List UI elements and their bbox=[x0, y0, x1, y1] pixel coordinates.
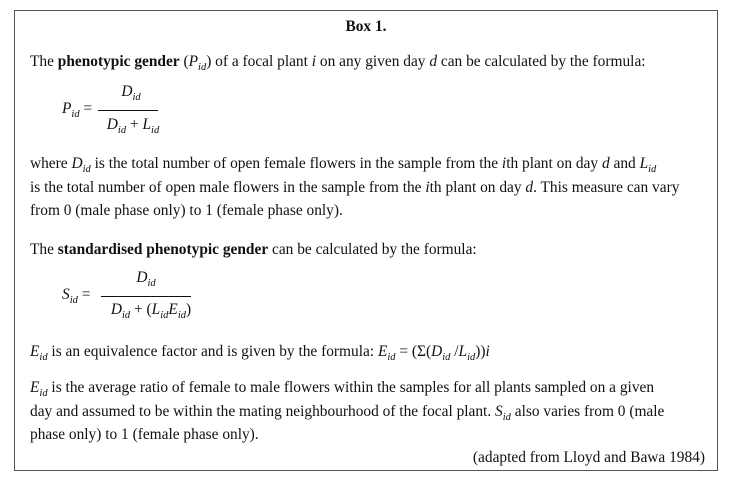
formula1-lhs: $P_{id}$ = bbox=[62, 100, 93, 120]
formula2-fraction-bar bbox=[101, 296, 191, 297]
formula1-fraction-bar bbox=[98, 110, 158, 111]
phenotypic-gender-term: phenotypic gender bbox=[57, 53, 180, 70]
source-citation: (adapted from Lloyd and Bawa 1984) bbox=[472, 449, 705, 466]
equivalence-factor-text: $E_{id}$ is an equivalence factor and is given by the formula: $E_{id} = (\Sigma(D_{id}$ $/L_{id}))i$ bbox=[30, 343, 490, 363]
formula1-numerator: $D_{id}$ bbox=[121, 83, 141, 103]
intro-text: The phenotypic gender $(P_{id})$ of a focal plant i on any given day d can be calculated by the formula: bbox=[30, 53, 646, 73]
formula2-numerator: $D_{id}$ bbox=[136, 269, 156, 289]
box-title: Box 1. bbox=[345, 18, 387, 35]
box-1 bbox=[14, 10, 718, 471]
formula2-lhs: $S_{id}$ = bbox=[62, 286, 91, 306]
formula1-denominator: $D_{id} + L_{id}$ bbox=[106, 116, 160, 136]
where-paragraph: where $D_{id}$ is the total number of open female flowers in the sample from the ith plant on day d and $L_{id}$ is the total number of open male flowers in the sample from the ith plant on day d. This measure can vary from 0 (male phase only) to 1 (female phase only). bbox=[30, 155, 680, 219]
standardised-intro: The standardised phenotypic gender can be calculated by the formula: bbox=[30, 241, 477, 258]
average-ratio-paragraph: $E_{id}$ is the average ratio of female to male flowers within the samples for all plants sampled on a given day and assumed to be within the mating neighbourhood of the focal plant. $S_{id}$ also varies from 0 (male phase only) to 1 (female phase only). bbox=[30, 379, 665, 443]
formula2-denominator: $D_{id} + (L_{id}E_{id})$ bbox=[110, 301, 192, 321]
phenotypic-gender-formula bbox=[62, 83, 222, 139]
standardised-gender-term: standardised phenotypic gender bbox=[57, 241, 269, 258]
standardised-gender-formula bbox=[62, 269, 262, 325]
